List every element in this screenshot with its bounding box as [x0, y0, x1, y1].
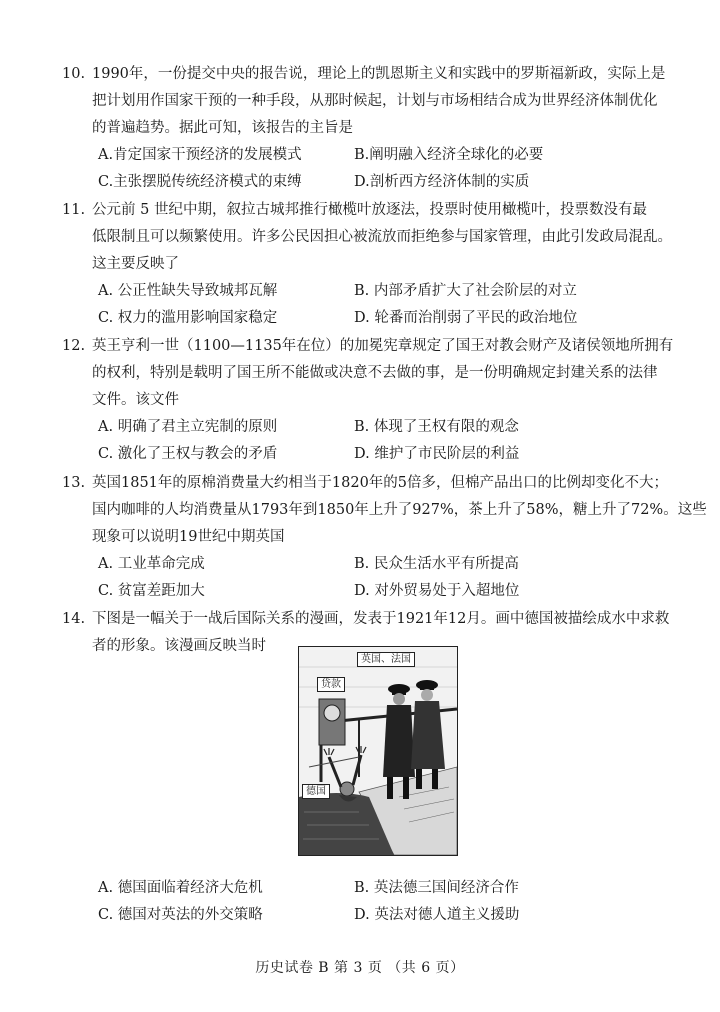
question-number: 13. [62, 475, 86, 491]
option-d: D. 维护了市民阶层的利益 [354, 446, 520, 462]
question-number: 12. [62, 338, 86, 354]
question-text-line: 英王亨利一世（1100—1135年在位）的加冕宪章规定了国王对教会财产及诸侯领地所拥有 [92, 338, 674, 354]
option-a: A. 德国面临着经济大危机 [98, 880, 263, 896]
option-b: B. 内部矛盾扩大了社会阶层的对立 [354, 283, 577, 299]
question-text-line: 这主要反映了 [92, 256, 179, 272]
question-number: 14. [62, 611, 86, 627]
options-row [92, 414, 672, 441]
question-text-line: 的普遍趋势。据此可知，该报告的主旨是 [92, 120, 353, 136]
label-germany: 德国 [302, 784, 330, 799]
option-b: B. 英法德三国间经济合作 [354, 880, 519, 896]
question-text-line: 现象可以说明19世纪中期英国 [92, 529, 285, 545]
question-10 [62, 61, 672, 196]
option-a: A. 明确了君主立宪制的原则 [98, 419, 278, 435]
options-row [92, 305, 672, 332]
question-text-line: 低限制且可以频繁使用。许多公民因担心被流放而拒绝参与国家管理，由此引发政局混乱。 [92, 229, 672, 245]
option-c: C. 激化了王权与教会的矛盾 [98, 446, 278, 462]
question-14-options [92, 875, 672, 929]
question-text-line: 下图是一幅关于一战后国际关系的漫画，发表于1921年12月。画中德国被描绘成水中求救 [92, 611, 670, 627]
options-row [92, 142, 672, 169]
options-row [92, 169, 672, 196]
options-row [92, 875, 672, 902]
options-row [92, 441, 672, 468]
question-number: 10. [62, 66, 86, 82]
option-a: A. 公正性缺失导致城邦瓦解 [98, 283, 278, 299]
question-text-line: 把计划用作国家干预的一种手段，从那时候起，计划与市场相结合成为世界经济体制优化 [92, 93, 658, 109]
options-row [92, 902, 672, 929]
option-c: C. 贫富差距加大 [98, 583, 205, 599]
option-b: B.阐明融入经济全球化的必要 [354, 147, 544, 163]
question-text-line: 1990年，一份提交中央的报告说，理论上的凯恩斯主义和实践中的罗斯福新政，实际上是 [92, 66, 666, 82]
options-row [92, 278, 672, 305]
options-row [92, 551, 672, 578]
ww1-cartoon-illustration [298, 646, 458, 856]
option-a: A.肯定国家干预经济的发展模式 [98, 147, 302, 163]
option-d: D. 对外贸易处于入超地位 [354, 583, 520, 599]
option-c: C.主张摆脱传统经济模式的束缚 [98, 174, 302, 190]
option-b: B. 体现了王权有限的观念 [354, 419, 519, 435]
option-d: D.剖析西方经济体制的实质 [354, 174, 530, 190]
question-text-line: 者的形象。该漫画反映当时 [92, 638, 266, 654]
question-text-line: 公元前 5 世纪中期，叙拉古城邦推行橄榄叶放逐法，投票时使用橄榄叶，投票数没有最 [92, 202, 647, 218]
question-text-line: 的权利，特别是载明了国王所不能做或决意不去做的事，是一份明确规定封建关系的法律 [92, 365, 658, 381]
question-12 [62, 333, 674, 468]
question-11 [62, 197, 672, 332]
question-text-line: 文件。该文件 [92, 392, 179, 408]
question-text-line: 英国1851年的原棉消费量大约相当于1820年的5倍多，但棉产品出口的比例却变化不大； [92, 475, 669, 491]
question-text-line: 国内咖啡的人均消费量从1793年到1850年上升了927%，茶上升了58%，糖上升了72%。这些 [92, 502, 707, 518]
option-c: C. 德国对英法的外交策略 [98, 907, 263, 923]
label-loan: 贷款 [317, 677, 345, 692]
page-footer: 历史试卷 B 第 3 页 （共 6 页） [255, 960, 465, 976]
option-c: C. 权力的滥用影响国家稳定 [98, 310, 278, 326]
option-d: D. 英法对德人道主义援助 [354, 907, 520, 923]
label-britain-france: 英国、法国 [357, 652, 415, 667]
question-13 [62, 470, 707, 605]
option-a: A. 工业革命完成 [98, 556, 205, 572]
option-d: D. 轮番而治削弱了平民的政治地位 [354, 310, 578, 326]
question-number: 11. [62, 202, 86, 218]
option-b: B. 民众生活水平有所提高 [354, 556, 519, 572]
options-row [92, 578, 672, 605]
